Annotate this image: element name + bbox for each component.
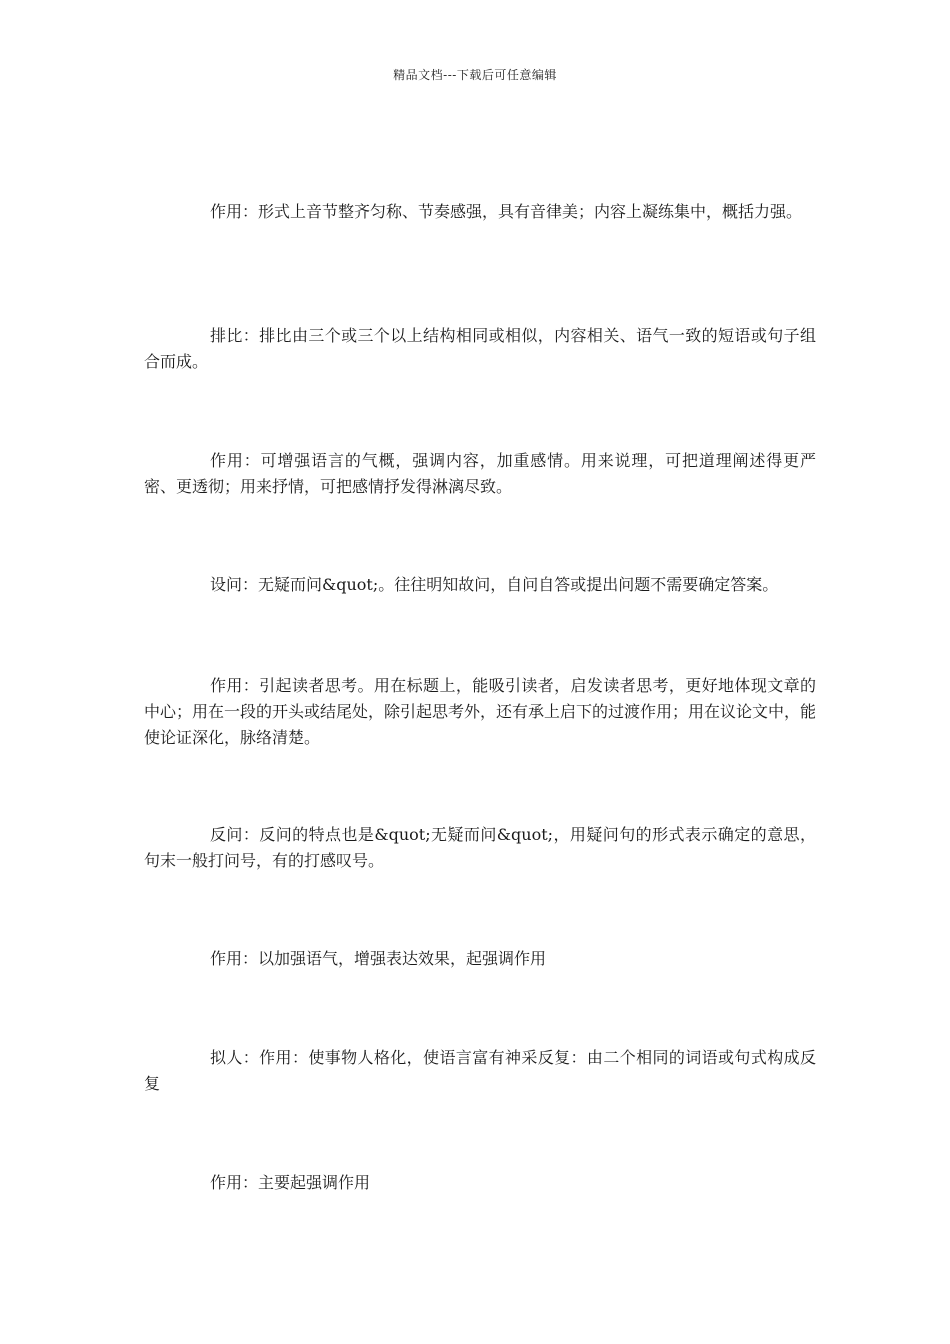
page-header: 精品文档---下载后可任意编辑 bbox=[393, 68, 557, 82]
paragraph-parallelism-effect: 作用：可增强语言的气概，强调内容，加重感情。用来说理，可把道理阐述得更严密、更透彻；用来抒情，可把感情抒发得淋漓尽致。 bbox=[144, 451, 816, 496]
paragraph-personification-repetition: 拟人：作用：使事物人格化，使语言富有神采反复：由二个相同的词语或句式构成反复 bbox=[144, 1048, 816, 1093]
paragraph-rhetorical-question-effect: 作用：引起读者思考。用在标题上，能吸引读者，启发读者思考，更好地体现文章的中心；用在一段的开头或结尾处，除引起思考外，还有承上启下的过渡作用；用在议论文中，能使论证深化，脉络清楚。 bbox=[144, 676, 817, 747]
paragraph-counter-question-effect: 作用：以加强语气，增强表达效果，起强调作用 bbox=[210, 949, 547, 968]
paragraph-antithesis-effect: 作用：形式上音节整齐匀称、节奏感强，具有音律美；内容上凝练集中，概括力强。 bbox=[210, 202, 803, 221]
paragraph-parallelism-definition: 排比：排比由三个或三个以上结构相同或相似，内容相关、语气一致的短语或句子组合而成。 bbox=[144, 326, 816, 371]
paragraph-repetition-effect: 作用：主要起强调作用 bbox=[210, 1173, 371, 1192]
paragraph-rhetorical-question-definition: 设问：无疑而问&quot;。往往明知故问，自问自答或提出问题不需要确定答案。 bbox=[210, 575, 779, 594]
paragraph-counter-question-definition: 反问：反问的特点也是&quot;无疑而问&quot;，用疑问句的形式表示确定的意思，句末一般打问号，有的打感叹号。 bbox=[144, 825, 816, 870]
